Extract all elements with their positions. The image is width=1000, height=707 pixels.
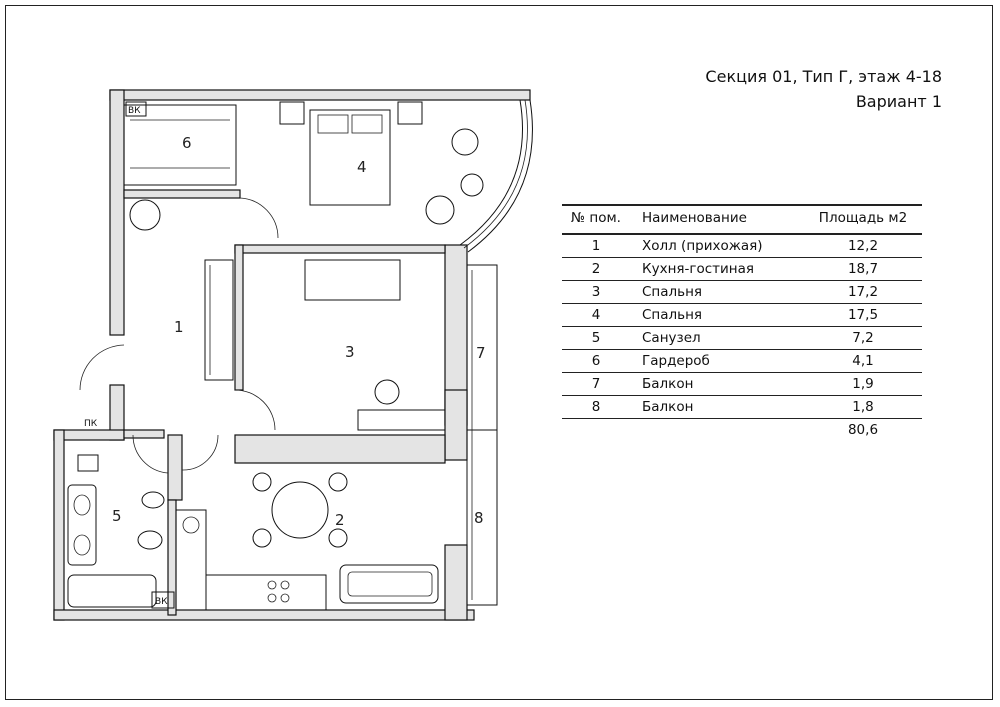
room-label-2: 2 xyxy=(335,511,345,529)
marker-vk-top: ВК xyxy=(128,106,141,116)
row-number: 1 xyxy=(562,234,630,258)
marker-vk-bottom: ВК xyxy=(155,597,168,607)
desk xyxy=(305,260,445,430)
row-number: 4 xyxy=(562,304,630,327)
room-label-5: 5 xyxy=(112,507,122,525)
room-label-8: 8 xyxy=(474,509,484,527)
dining-table xyxy=(253,473,347,547)
row-area: 1,8 xyxy=(804,396,922,419)
row-area: 17,2 xyxy=(804,281,922,304)
table-row xyxy=(562,327,922,350)
kitchen-counter xyxy=(176,510,326,610)
interior-walls xyxy=(124,190,445,615)
table-total-row xyxy=(562,419,922,442)
plan-title-variant: Вариант 1 xyxy=(855,92,942,111)
row-name: Гардероб xyxy=(630,350,804,373)
col-name-header: Наименование xyxy=(630,205,804,234)
table-header-row xyxy=(562,205,922,234)
utility-markers xyxy=(84,102,174,608)
marker-pk: ПК xyxy=(84,419,98,429)
row-name: Балкон xyxy=(630,373,804,396)
row-area: 18,7 xyxy=(804,258,922,281)
table-row xyxy=(562,373,922,396)
row-name: Спальня xyxy=(630,281,804,304)
bed xyxy=(280,102,422,205)
bathroom-fixtures xyxy=(68,455,164,607)
room-label-1: 1 xyxy=(174,318,184,336)
table-row xyxy=(562,258,922,281)
col-area-header: Площадь м2 xyxy=(804,205,922,234)
row-name: Кухня-гостиная xyxy=(630,258,804,281)
row-number: 6 xyxy=(562,350,630,373)
row-name: Холл (прихожая) xyxy=(630,234,804,258)
table-row xyxy=(562,234,922,258)
sofa xyxy=(340,565,438,603)
row-name: Санузел xyxy=(630,327,804,350)
row-number: 8 xyxy=(562,396,630,419)
plan-title xyxy=(705,64,942,114)
row-name: Спальня xyxy=(630,304,804,327)
row-area: 17,5 xyxy=(804,304,922,327)
outer-walls xyxy=(54,90,530,620)
row-number: 5 xyxy=(562,327,630,350)
room-label-3: 3 xyxy=(345,343,355,361)
room-label-4: 4 xyxy=(357,158,367,176)
floor-plan xyxy=(40,80,540,630)
row-number: 7 xyxy=(562,373,630,396)
wardrobe-shelving xyxy=(124,105,236,380)
table-row xyxy=(562,350,922,373)
room-label-7: 7 xyxy=(476,344,486,362)
row-name: Балкон xyxy=(630,396,804,419)
row-area: 7,2 xyxy=(804,327,922,350)
row-number: 2 xyxy=(562,258,630,281)
row-number: 3 xyxy=(562,281,630,304)
row-area: 12,2 xyxy=(804,234,922,258)
total-area: 80,6 xyxy=(847,422,879,438)
table-row xyxy=(562,281,922,304)
bay-window xyxy=(460,100,532,252)
table-row xyxy=(562,396,922,419)
balconies xyxy=(467,265,497,605)
row-area: 1,9 xyxy=(804,373,922,396)
room-label-6: 6 xyxy=(182,134,192,152)
plan-title-section: Секция 01, Тип Г, этаж 4-18 xyxy=(705,67,942,86)
col-number-header: № пом. xyxy=(562,205,630,234)
table-row xyxy=(562,304,922,327)
row-area: 4,1 xyxy=(804,350,922,373)
room-areas-table xyxy=(562,204,922,441)
